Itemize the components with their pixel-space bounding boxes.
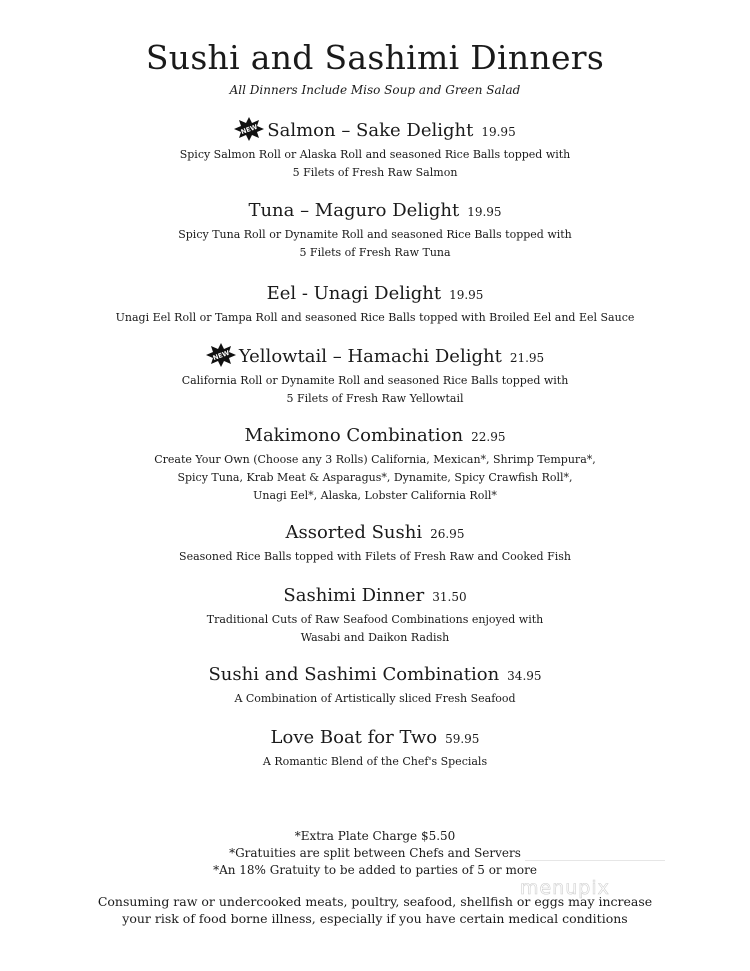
item-price: 31.50	[432, 590, 467, 604]
svg-text:NEW: NEW	[211, 348, 231, 363]
menu-item	[20, 663, 730, 708]
item-description: California Roll or Dynamite Roll and seasoned Rice Balls topped with 5 Filets of Fresh Raw Yellowtail	[181, 374, 569, 405]
item-name: Salmon – Sake Delight	[267, 120, 474, 141]
item-price: 22.95	[471, 430, 506, 444]
footnote: *Gratuities are split between Chefs and Servers	[229, 846, 521, 860]
svg-text:NEW: NEW	[240, 122, 259, 137]
item-name: Yellowtail – Hamachi Delight	[238, 346, 502, 367]
item-description: Seasoned Rice Balls topped with Filets of Fresh Raw and Cooked Fish	[179, 550, 571, 563]
menu-item	[20, 117, 730, 182]
footnote: *Extra Plate Charge $5.50	[294, 829, 456, 843]
menu-item	[20, 424, 730, 505]
item-description: Create Your Own (Choose any 3 Rolls) California, Mexican*, Shrimp Tempura*, Spicy Tuna, Krab Meat & Asparagus*, Dynamite, Spicy Crawfish Roll*, Unagi Eel*, Alaska, Lobster California Roll*	[154, 453, 596, 502]
item-name: Tuna – Maguro Delight	[248, 200, 460, 221]
health-warning	[0, 893, 750, 927]
menu-item	[20, 343, 730, 408]
warning-line: your risk of food borne illness, especially if you have certain medical conditions	[122, 911, 628, 926]
new-badge-icon	[234, 117, 264, 141]
item-price: 19.95	[449, 288, 484, 302]
item-name: Eel - Unagi Delight	[266, 283, 442, 304]
menu-item	[20, 726, 730, 771]
item-description: A Combination of Artistically sliced Fresh Seafood	[234, 692, 516, 705]
item-name: Love Boat for Two	[270, 727, 438, 748]
item-name: Sashimi Dinner	[283, 585, 425, 606]
item-description: Unagi Eel Roll or Tampa Roll and seasoned Rice Balls topped with Broiled Eel and Eel Sauce	[115, 311, 635, 324]
menu-item	[20, 282, 730, 327]
item-description: Traditional Cuts of Raw Seafood Combinations enjoyed with Wasabi and Daikon Radish	[206, 613, 544, 644]
new-badge-icon	[206, 343, 236, 367]
item-description: Spicy Tuna Roll or Dynamite Roll and seasoned Rice Balls topped with 5 Filets of Fresh Raw Tuna	[178, 228, 572, 259]
item-price: 59.95	[445, 732, 480, 746]
menu-item	[20, 199, 730, 262]
item-description: A Romantic Blend of the Chef's Specials	[262, 755, 488, 768]
footnote: *An 18% Gratuity to be added to parties of 5 or more	[213, 863, 537, 877]
item-price: 26.95	[430, 527, 465, 541]
item-price: 21.95	[509, 351, 545, 365]
menu-item	[20, 521, 730, 566]
item-price: 19.95	[467, 205, 502, 219]
page-subtitle: All Dinners Include Miso Soup and Green Salad	[229, 83, 521, 97]
watermark: menupix	[520, 877, 610, 899]
menu-item	[20, 584, 730, 647]
warning-line: Consuming raw or undercooked meats, poultry, seafood, shellfish or eggs may increase	[97, 894, 653, 909]
page-title: Sushi and Sashimi Dinners	[145, 38, 605, 77]
item-price: 34.95	[507, 669, 542, 683]
item-name: Assorted Sushi	[285, 522, 423, 543]
item-price: 19.95	[481, 125, 516, 139]
item-name: Sushi and Sashimi Combination	[208, 664, 500, 685]
item-description: Spicy Salmon Roll or Alaska Roll and seasoned Rice Balls topped with 5 Filets of Fresh Raw Salmon	[179, 148, 571, 179]
footnotes	[0, 828, 750, 879]
item-name: Makimono Combination	[244, 425, 464, 446]
